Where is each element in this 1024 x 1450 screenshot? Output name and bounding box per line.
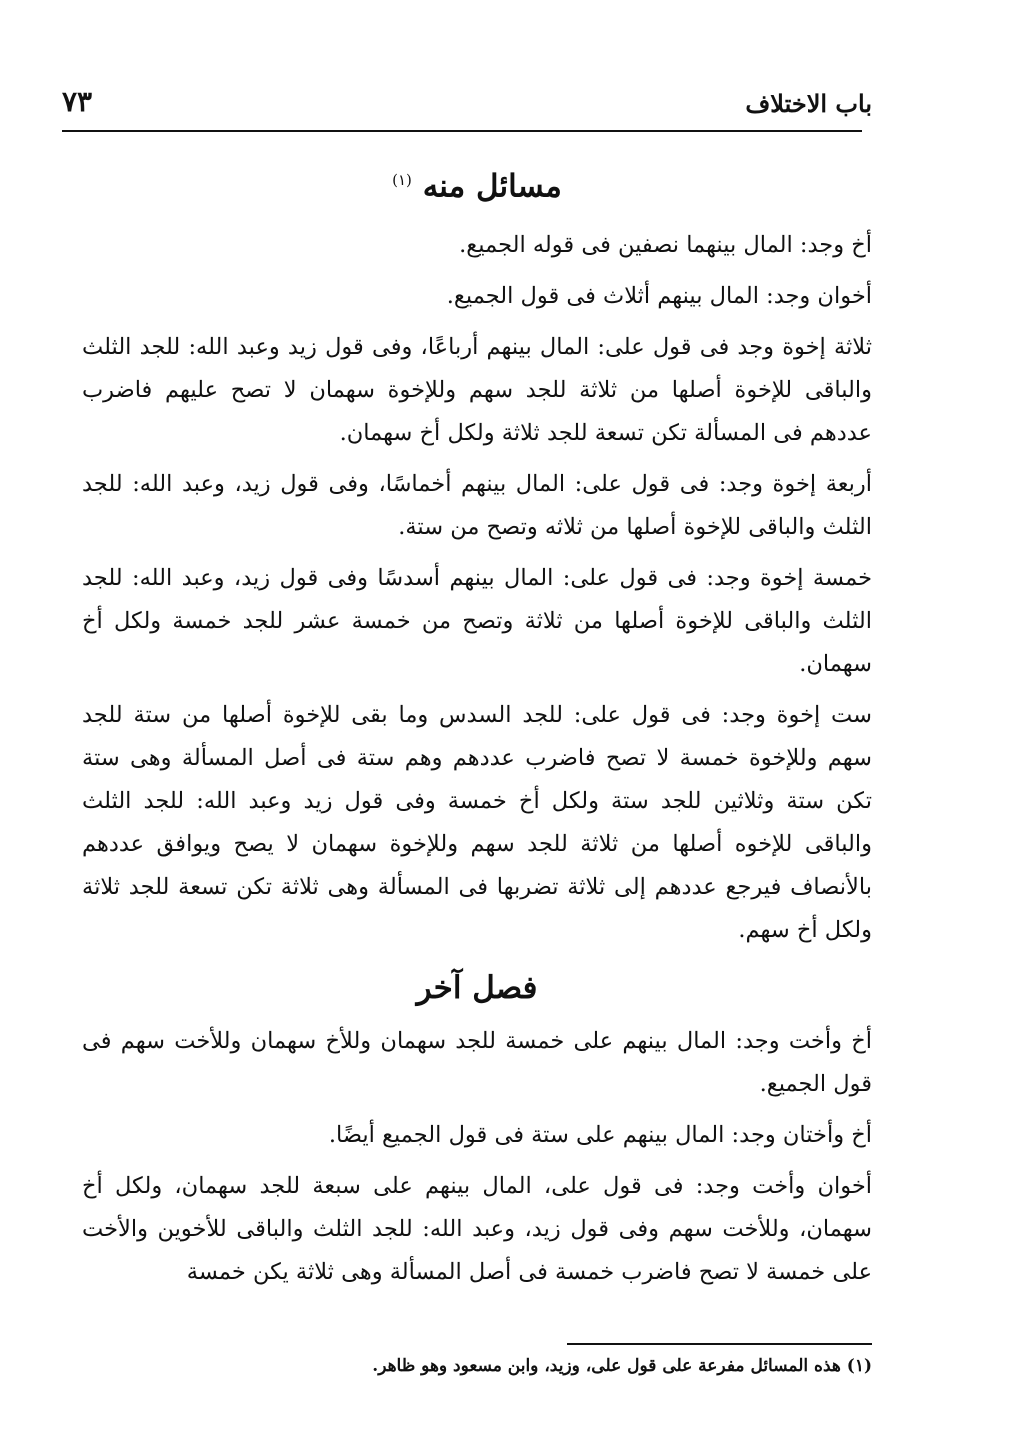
header-rule [62,130,862,132]
page-number: ٧٣ [62,85,93,118]
section-heading-masail [82,158,872,208]
footnote-marker[interactable]: (١) [392,171,412,189]
paragraph: ثلاثة إخوة وجد فى قول على: المال بينهم أرباعًا، وفى قول زيد وعبد الله: للجد الثلث والباقى للإخوة أصلها من ثلاثة للجد سهم وللإخوة سهمان لا تصح عليهم فاضرب عددهم فى المسألة تكن تسعة للجد ثلاثة ولكل أخ سهمان. [82,334,872,447]
section-heading-fasl-akhar: فصل آخر [416,970,538,1007]
paragraph: خمسة إخوة وجد: فى قول على: المال بينهم أسدسًا وفى قول زيد، وعبد الله: للجد الثلث والباقى للإخوة أصلها من ثلاثة وتصح من خمسة عشر للجد خمسة ولكل أخ سهمان. [82,565,872,678]
body-text [82,158,872,1302]
footnote: (١) هذه المسائل مفرعة على قول على، وزيد، وابن مسعود وهو ظاهر. [372,1356,872,1376]
paragraph: أخ وأخت وجد: المال بينهم على خمسة للجد سهمان وللأخ سهمان وللأخت سهم فى قول الجميع. [82,1028,872,1098]
paragraph: أخوان وجد: المال بينهم أثلاث فى قول الجميع. [446,283,872,310]
section-heading-text: مسائل منه [422,168,562,205]
paragraph: أخ وجد: المال بينهما نصفين فى قوله الجميع. [459,232,872,259]
paragraph: أخ وأختان وجد: المال بينهم على ستة فى قول الجميع أيضًا. [328,1122,872,1149]
running-title: باب الاختلاف [745,89,872,118]
paragraph: أخوان وأخت وجد: فى قول على، المال بينهم على سبعة للجد سهمان، ولكل أخ سهمان، وللأخت سهم وفى قول زيد، وعبد الله: للجد الثلث والباقى للأخوين والأخت على خمسة لا تصح فاضرب خمسة فى أصل المسألة وهى ثلاثة يكن خمسة [82,1173,872,1286]
paragraph: أربعة إخوة وجد: فى قول على: المال بينهم أخماسًا، وفى قول زيد، وعبد الله: للجد الثلث والباقى للإخوة أصلها من ثلاثه وتصح من ستة. [82,471,872,541]
footnote-rule [567,1343,872,1345]
paragraph: ست إخوة وجد: فى قول على: للجد السدس وما بقى للإخوة أصلها من ستة للجد سهم وللإخوة خمسة لا تصح فاضرب عددهم وهم ستة فى أصل المسألة وهى ستة تكن ستة وثلاثين للجد ستة ولكل أخ خمسة وفى قول زيد وعبد الله: للجد الثلث والباقى للإخوه أصلها من ثلاثة للجد سهم وللإخوة سهمان لا يصح ويوافق عددهم بالأنصاف فيرجع عددهم إلى ثلاثة تضربها فى المسألة وهى ثلاثة تكن تسعة للجد ثلاثة ولكل أخ سهم. [82,702,872,944]
